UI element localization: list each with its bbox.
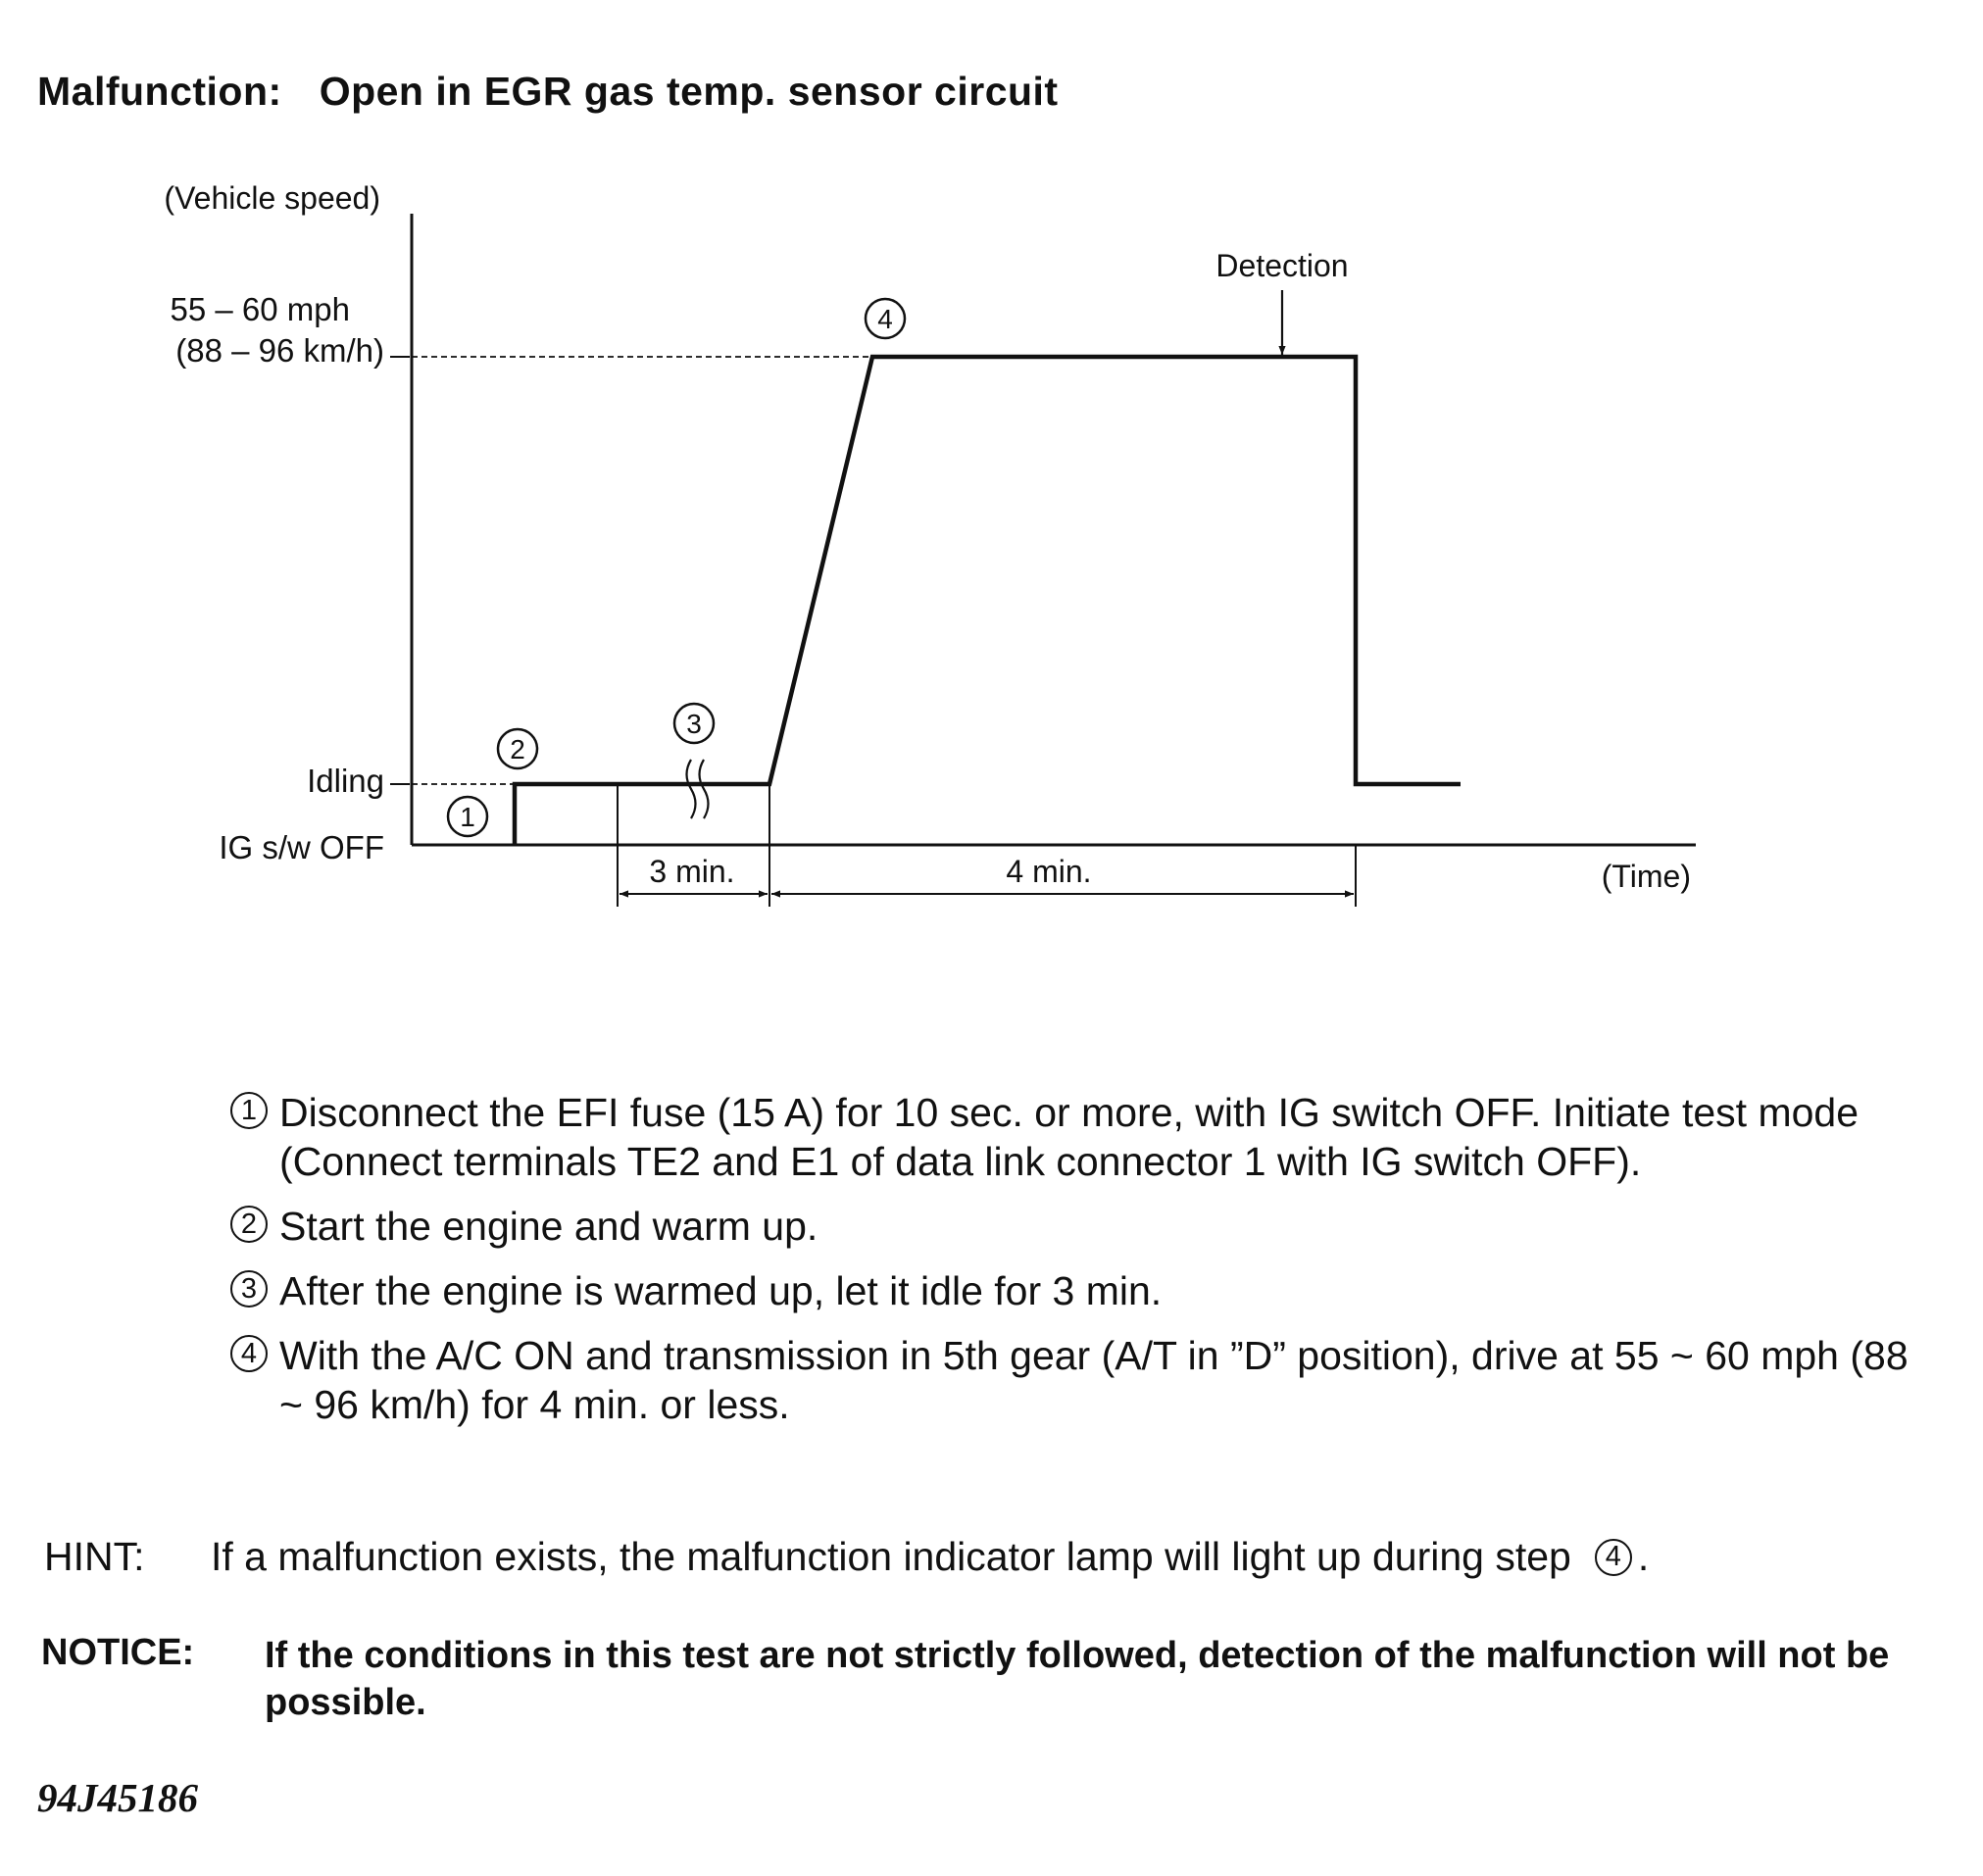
- notice-label: NOTICE:: [41, 1632, 195, 1673]
- hint-label: HINT:: [44, 1534, 145, 1579]
- step-marker-4-number: 4: [877, 304, 893, 334]
- malfunction-text: Open in EGR gas temp. sensor circuit: [319, 69, 1059, 114]
- three-minute-label: 3 min.: [649, 854, 735, 889]
- off-level-label: IG s/w OFF: [219, 829, 384, 865]
- step-3-number: 3: [230, 1270, 268, 1308]
- speed-level-mph-label: 55 – 60 mph: [170, 291, 350, 327]
- hint-note: [44, 1534, 1649, 1580]
- idle-level-label: Idling: [307, 763, 384, 799]
- speed-profile-line: [515, 357, 1461, 845]
- step-1-number: 1: [230, 1092, 268, 1129]
- time-break-mark: [687, 760, 709, 818]
- step-marker-3-number: 3: [686, 709, 702, 739]
- step-2-number: 2: [230, 1206, 268, 1243]
- step-marker-2: [498, 729, 537, 768]
- procedure-step-1: [230, 1088, 1936, 1186]
- x-axis-label: (Time): [1601, 859, 1691, 894]
- y-axis-label: (Vehicle speed): [164, 180, 380, 216]
- step-marker-4: [866, 299, 905, 338]
- malfunction-label: Malfunction:: [37, 69, 282, 114]
- step-4-text: With the A/C ON and transmission in 5th gear (A/T in ”D” position), drive at 55 ~ 60 mph (88 ~ 96 km/h) for 4 min. or less.: [279, 1333, 1909, 1427]
- four-minute-label: 4 min.: [1006, 854, 1092, 889]
- notice-text: If the conditions in this test are not strictly followed, detection of the malfunction will not be possible.: [265, 1635, 1890, 1723]
- hint-text: If a malfunction exists, the malfunction indicator lamp will light up during step: [211, 1534, 1571, 1579]
- step-3-text: After the engine is warmed up, let it idle for 3 min.: [279, 1268, 1163, 1313]
- hint-end-mark: .: [1637, 1534, 1650, 1579]
- step-1-text: Disconnect the EFI fuse (15 A) for 10 sec. or more, with IG switch OFF. Initiate test mode (Connect terminals TE2 and E1 of data link connector 1 with IG switch OFF).: [279, 1090, 1859, 1184]
- detection-label: Detection: [1215, 248, 1349, 283]
- procedure-step-4: [230, 1331, 1936, 1429]
- step-4-number: 4: [230, 1335, 268, 1372]
- procedure-step-2: [230, 1202, 1936, 1251]
- notice-note: [41, 1632, 1980, 1726]
- step-marker-1-number: 1: [460, 802, 475, 832]
- document-id: 94J45186: [37, 1775, 198, 1820]
- step-2-text: Start the engine and warm up.: [279, 1204, 818, 1249]
- step-marker-2-number: 2: [510, 734, 525, 765]
- speed-level-kmh-label: (88 – 96 km/h): [175, 332, 384, 369]
- procedure-step-3: [230, 1266, 1936, 1315]
- hint-step-reference: 4: [1595, 1539, 1632, 1576]
- step-marker-3: [674, 704, 714, 743]
- procedure-steps: [230, 1088, 1936, 1445]
- step-marker-1: [448, 797, 487, 836]
